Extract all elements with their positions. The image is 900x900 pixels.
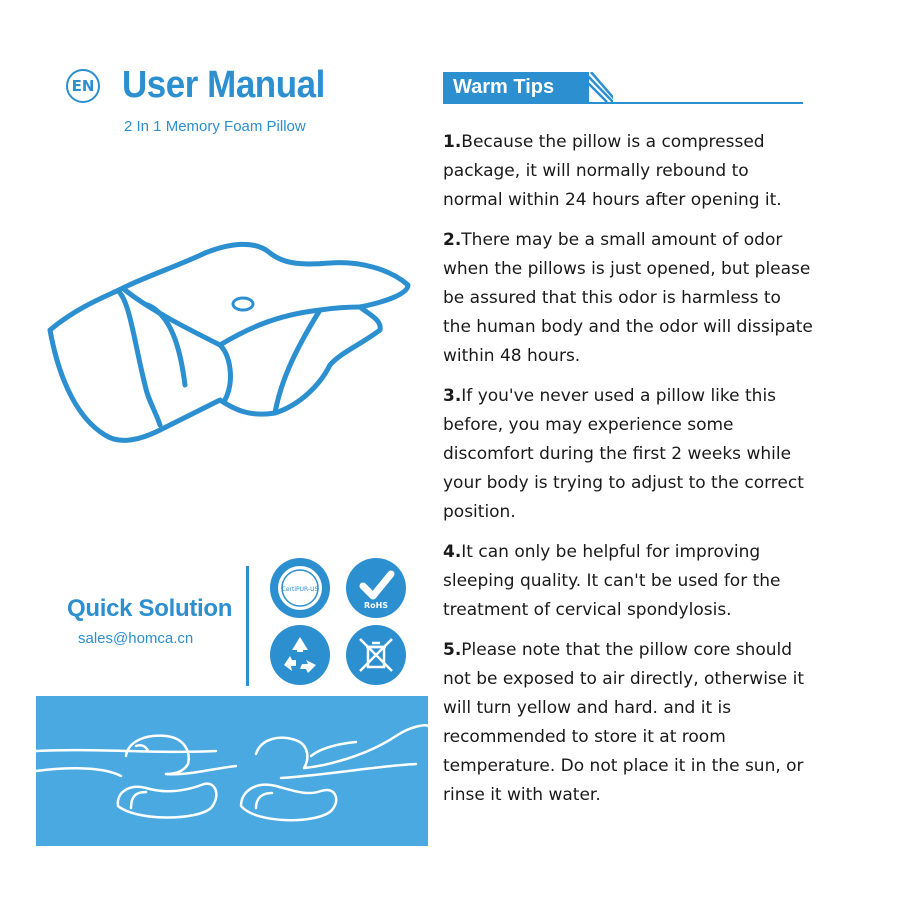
pillow-illustration xyxy=(30,235,415,455)
tip-item: 4.It can only be helpful for improving sleeping quality. It can't be used for the treatment of cervical spondylosis. xyxy=(443,542,781,620)
tips-heading: Warm Tips xyxy=(443,72,589,102)
sleep-position-illustration xyxy=(36,696,428,846)
rohs-icon xyxy=(346,558,406,618)
no-trash-icon xyxy=(346,625,406,685)
tip-item: 3.If you've never used a pillow like this before, you may experience some discomfort during the first 2 weeks while your body is trying to adjust to the correct position. xyxy=(443,386,804,522)
tip-item: 1.Because the pillow is a compressed package, it will normally rebound to normal within 24 hours after opening it. xyxy=(443,132,782,210)
sleeping-figures xyxy=(36,696,428,846)
recycle-icon xyxy=(270,625,330,685)
tips-stripes-decoration xyxy=(573,72,613,104)
svg-text:CertiPUR-US: CertiPUR-US xyxy=(281,586,319,593)
tips-underline xyxy=(443,102,803,104)
tips-list xyxy=(443,128,813,821)
quick-solution-title: Quick Solution xyxy=(67,595,233,622)
contact-email[interactable]: sales@homca.cn xyxy=(78,630,194,647)
certipur-icon xyxy=(270,558,330,618)
language-badge: EN xyxy=(66,69,100,103)
tips-header xyxy=(443,72,805,106)
svg-text:RoHS: RoHS xyxy=(363,601,389,610)
page-title: User Manual xyxy=(122,64,325,106)
tip-item: 5.Please note that the pillow core should not be exposed to air directly, otherwise it will turn yellow and hard. and it is recommended to store it at room temperature. Do not place it in the sun, or rinse it with water. xyxy=(443,640,805,805)
tip-item: 2.There may be a small amount of odor when the pillows is just opened, but please be assured that this odor is harmless to the human body and the odor will dissipate within 48 hours. xyxy=(443,230,813,366)
product-subtitle: 2 In 1 Memory Foam Pillow xyxy=(124,118,306,135)
section-divider xyxy=(246,566,249,686)
